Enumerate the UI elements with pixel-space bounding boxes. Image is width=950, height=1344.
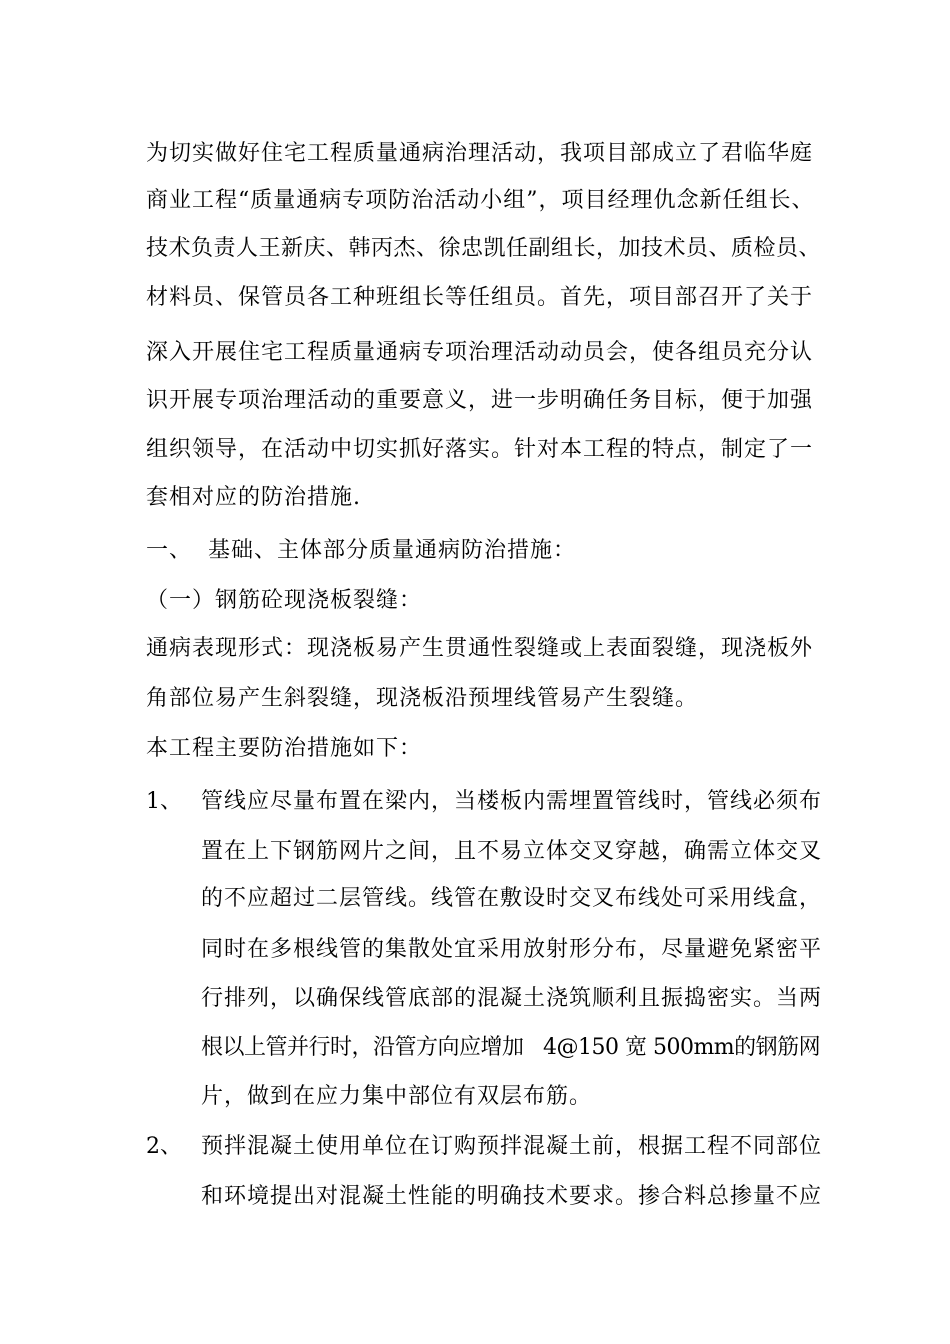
item-line: 预拌混凝土使用单位在订购预拌混凝土前，根据工程不同部位: [201, 1134, 823, 1159]
intro-line: 技术负责人王新庆、韩丙杰、徐忠凯任副组长，加技术员、质检员、: [146, 236, 822, 261]
item-number: 1、: [146, 789, 182, 814]
intro-line: 商业工程“质量通病专项防治活动小组”，项目经理仇念新任组长、: [146, 188, 815, 213]
intro-line: 为切实做好住宅工程质量通病治理活动，我项目部成立了君临华庭: [146, 141, 814, 166]
intro-line: 组织领导，在活动中切实抓好落实。针对本工程的特点，制定了一: [146, 437, 814, 462]
item-line: 和环境提出对混凝土性能的明确技术要求。掺合料总掺量不应: [201, 1184, 823, 1209]
item-line: 的不应超过二层管线。线管在敷设时交叉布线处可采用线盒，: [201, 886, 823, 911]
intro-line: 套相对应的防治措施.: [146, 485, 361, 510]
intro-line: 深入开展住宅工程质量通病专项治理活动动员会，使各组员充分认: [146, 340, 814, 365]
intro-line: 识开展专项治理活动的重要意义，进一步明确任务目标，便于加强: [146, 388, 814, 413]
item-line: 根以上管并行时，沿管方向应增加 4@150 宽 500mm的钢筋网: [201, 1035, 821, 1060]
measures-intro: 本工程主要防治措施如下：: [146, 736, 423, 761]
section-heading: 一、 基础、主体部分质量通病防治措施：: [146, 538, 576, 563]
symptom-line: 通病表现形式：现浇板易产生贯通性裂缝或上表面裂缝，现浇板外: [146, 636, 814, 661]
item-line: 管线应尽量布置在梁内，当楼板内需埋置管线时，管线必须布: [201, 789, 823, 814]
subsection-heading: （一）钢筋砼现浇板裂缝：: [146, 588, 423, 613]
item-line: 置在上下钢筋网片之间，且不易立体交叉穿越，确需立体交叉: [201, 839, 823, 864]
symptom-line: 角部位易产生斜裂缝，现浇板沿预埋线管易产生裂缝。: [146, 686, 699, 711]
intro-line: 材料员、保管员各工种班组长等任组员。首先，项目部召开了关于: [146, 285, 814, 310]
item-line: 片，做到在应力集中部位有双层布筋。: [201, 1084, 593, 1109]
item-line: 同时在多根线管的集散处宜采用放射形分布，尽量避免紧密平: [201, 937, 823, 962]
item-number: 2、: [146, 1134, 182, 1159]
item-line: 行排列，以确保线管底部的混凝土浇筑顺利且振捣密实。当两: [201, 986, 823, 1011]
